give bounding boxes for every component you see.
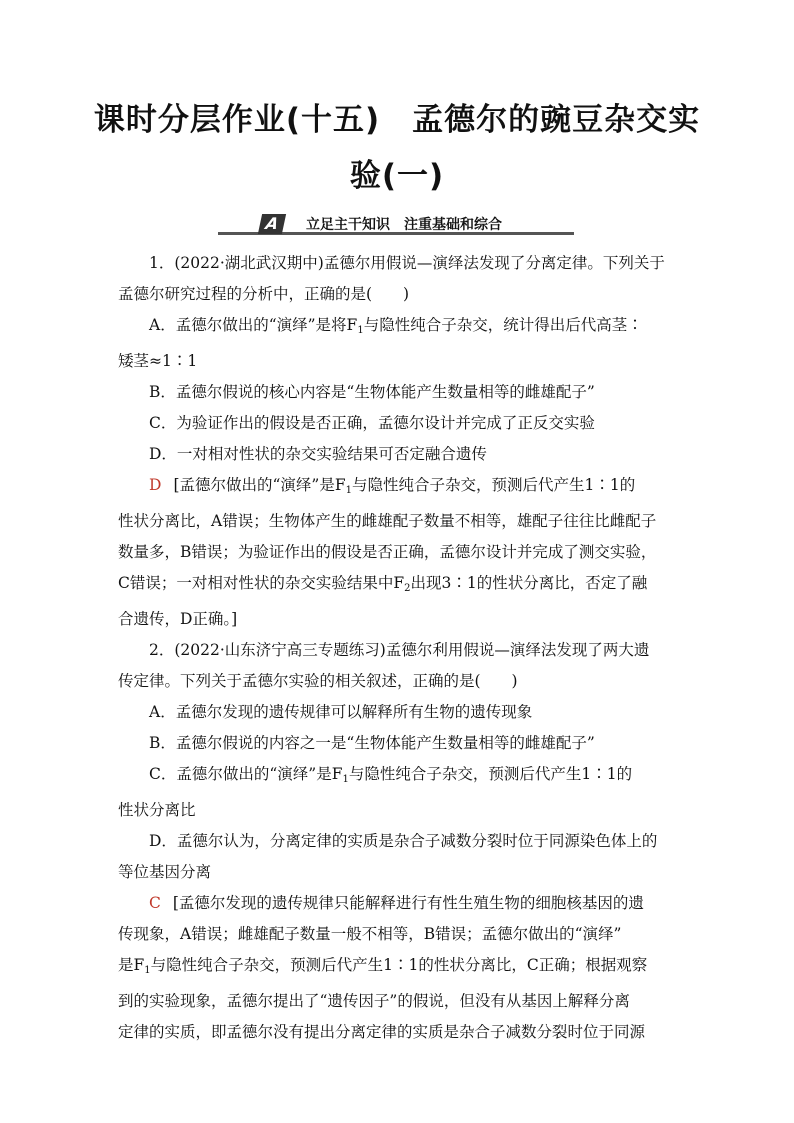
q1-stem-cont: 孟德尔研究过程的分析中，正确的是( ) [118,285,410,303]
q1-explanation: D [孟德尔做出的“演绎”是$F_1$与隐性纯合子杂交，预测后代产生1∶1的 [149,476,636,496]
q2-explanation-line-2: 传现象，A错误；雌雄配子数量一般不相等，B错误；孟德尔做出的“演绎” [118,925,622,943]
q1-option-a-cont: 矮茎≈1∶1 [118,352,198,370]
page-title-line-2: 验(一) [349,158,445,194]
q2-stem-cont: 传定律。下列关于孟德尔实验的相关叙述，正确的是( ) [118,672,518,690]
q1-answer: D [149,476,162,494]
section-label: 立足主干知识 注重基础和综合 [306,217,502,233]
q1-explanation-line-5: 合遗传，D正确。] [118,610,238,628]
question-content [118,248,674,1048]
q1-explanation-line-2: 性状分离比，A错误；生物体产生的雌雄配子数量不相等，雄配子往往比雌配子 [118,512,657,530]
section-badge: A [258,214,286,234]
q2-option-b: B．孟德尔假说的内容之一是“生物体能产生数量相等的雌雄配子” [149,734,595,752]
q2-explanation-line-3: 是$F_1$与隐性纯合子杂交，预测后代产生1∶1的性状分离比，C正确；根据观察 [118,956,648,976]
q2-explanation: C [孟德尔发现的遗传规律只能解释进行有性生殖生物的细胞核基因的遗 [149,894,644,912]
q2-option-a: A．孟德尔发现的遗传规律可以解释所有生物的遗传现象 [149,703,533,721]
q1-explanation-line-3: 数量多，B错误；为验证作出的假设是否正确，孟德尔设计并完成了测交实验， [118,543,657,561]
q2-stem: 2．(2022·山东济宁高三专题练习)孟德尔利用假说—演绎法发现了两大遗 [149,641,650,659]
q1-option-a: A．孟德尔做出的“演绎”是将$F_1$与隐性纯合子杂交，统计得出后代高茎∶ [149,316,643,336]
q1-option-d: D．一对相对性状的杂交实验结果可否定融合遗传 [149,445,487,463]
q2-explanation-line-4: 到的实验现象，孟德尔提出了“遗传因子”的假说，但没有从基因上解释分离 [118,992,630,1010]
q2-explanation-line-5: 定律的实质，即孟德尔没有提出分离定律的实质是杂合子减数分裂时位于同源 [118,1023,646,1041]
q1-stem: 1．(2022·湖北武汉期中)孟德尔用假说—演绎法发现了分离定律。下列关于 [149,254,665,272]
q2-option-c: C．孟德尔做出的“演绎”是$F_1$与隐性纯合子杂交，预测后代产生1∶1的 [149,765,633,785]
q2-option-c-cont: 性状分离比 [118,801,196,819]
q1-explanation-line-4: C错误；一对相对性状的杂交实验结果中$F_2$出现3∶1的性状分离比，否定了融 [118,574,648,594]
q2-option-d: D．孟德尔认为，分离定律的实质是杂合子减数分裂时位于同源染色体上的 [149,832,658,850]
q1-option-b: B．孟德尔假说的核心内容是“生物体能产生数量相等的雌雄配子” [149,383,595,401]
q1-option-c: C．为验证作出的假设是否正确，孟德尔设计并完成了正反交实验 [149,414,595,432]
section-banner [218,212,574,238]
q2-option-d-cont: 等位基因分离 [118,863,212,881]
page-title-line-1: 课时分层作业(十五) 孟德尔的豌豆杂交实 [93,102,701,138]
q2-answer: C [149,894,161,912]
